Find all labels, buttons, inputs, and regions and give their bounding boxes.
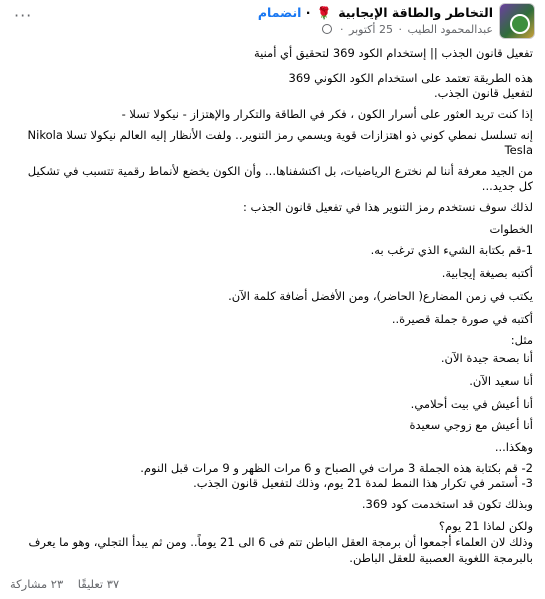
post-header	[0, 0, 545, 42]
post-line: هذه الطريقة تعتمد على استخدام الكود الكوني 369	[288, 71, 533, 85]
post-line: إذا كنت تريد العثور على أسرار الكون ، فكر في الطاقة والتكرار والإهتزاز - نيكولا تسلا -	[121, 107, 533, 121]
comments-count[interactable]: ٣٧ تعليقًا	[77, 577, 120, 591]
post-footer	[0, 575, 545, 595]
shares-count[interactable]: ٢٣ مشاركة	[10, 577, 64, 591]
post-line: الخطوات	[489, 222, 533, 236]
post-line: إنه تسلسل نمطي كوني ذو اهتزازات قوية ويسمي رمز التنوير.. ولفت الأنظار إليه العالم نيكولا تسلا Nikola	[27, 128, 533, 142]
join-button[interactable]: انضمام	[257, 5, 302, 20]
post-line: من الجيد معرفة أننا لم نخترع الرياضيات، بل اكتشفناها... وأن الكون يخضع لأنماط رقمية تتسبب في تشكيل	[27, 164, 533, 178]
post-date-link[interactable]: 25 أكتوبر	[349, 23, 393, 36]
post-line: كل جديد...	[481, 179, 533, 193]
post-line: Tesla	[504, 143, 533, 157]
rose-icon: 🌹	[316, 6, 332, 20]
post-line: ولكن لماذا 21 يوم؟	[438, 519, 533, 533]
post-line: 2- قم بكتابة هذه الجملة 3 مرات في الصباح و 6 مرات الظهر و 9 مرات قبل النوم.	[140, 461, 533, 475]
engagement-stats	[10, 577, 119, 591]
post-line: وذلك لان العلماء أجمعوا أن برمجة العقل الباطن تتم فى 6 الى 21 يوماً.. ومن ثم يبدأ التجلي، وهو ما يعرف	[28, 535, 533, 549]
post-line: يكتب في زمن المضارع( الحاضر)، ومن الأفضل أضافة كلمة الآن.	[228, 289, 533, 303]
post-line: أنا أعيش مع زوجي سعيدة	[409, 418, 533, 432]
post-line: لتفعيل قانون الجذب.	[433, 86, 533, 100]
post-line: مثل:	[510, 333, 533, 347]
more-options-icon[interactable]: ···	[14, 6, 33, 25]
post-line: تفعيل قانون الجذب || إستخدام الكود 369 لتحقيق أي أمنية	[253, 46, 533, 60]
post-line: أنا بصحة جيدة الآن.	[440, 351, 533, 365]
globe-icon	[322, 24, 332, 34]
post-line: أكتبه بصيغة إيجابية.	[441, 266, 533, 280]
group-avatar[interactable]	[499, 3, 535, 39]
post-line: بالبرمجة اللغوية العصبية للعقل الباطن.	[349, 551, 533, 565]
post-line: 3- أستمر في تكرار هذا النمط لمدة 21 يوم، وذلك لتفعيل قانون الجذب.	[193, 476, 533, 490]
post-line: أنا سعيد الآن.	[469, 374, 533, 388]
group-title-line: التخاطر والطاقة الإيجابية 🌹 · انضمام	[257, 5, 493, 20]
group-name-link[interactable]: التخاطر والطاقة الإيجابية	[338, 5, 493, 20]
post-line: وبذلك تكون قد استخدمت كود 369.	[361, 497, 533, 511]
post-line: 1-قم بكتابة الشيء الذي ترغب به.	[370, 243, 533, 257]
author-name-link[interactable]: عبدالمحمود الطيب	[407, 23, 493, 36]
post-meta: عبدالمحمود الطيب · 25 أكتوبر ·	[322, 23, 493, 36]
post-line: أكتبه في صورة جملة قصيرة..	[391, 312, 533, 326]
post-line: لذلك سوف نستخدم رمز التنوير هذا في تفعيل قانون الجذب :	[242, 200, 533, 214]
author-avatar[interactable]	[510, 14, 530, 34]
post-line: وهكذا...	[494, 440, 533, 454]
post-line: أنا أعيش في بيت أحلامي.	[410, 397, 533, 411]
